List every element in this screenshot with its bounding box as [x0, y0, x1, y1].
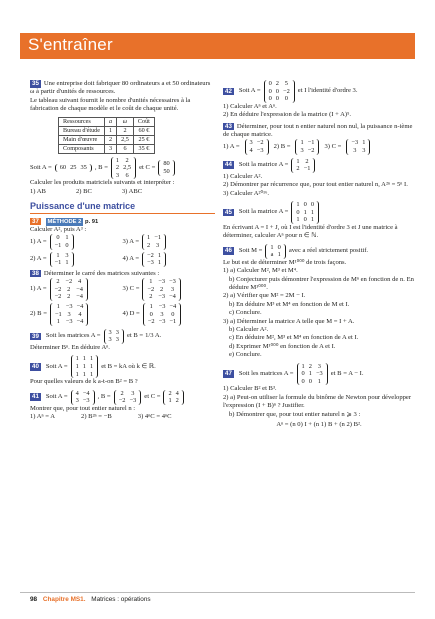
banner-title: S'entraîner [28, 35, 113, 54]
matrix-cell: −4 [169, 303, 177, 310]
exercise-46 [223, 244, 415, 360]
matrix-cell: 2 [147, 242, 151, 250]
matrix-label: et B = kA où k ∈ ℝ. [101, 362, 156, 370]
matrix-cell: 1 [89, 370, 94, 378]
formula: Aⁿ = (n 0) I + (n 1) B + (n 2) B². [276, 421, 362, 429]
exercise-text: Le tableau suivant fournit le nombre d'unités nécessaires à la fabrication de chaque modèle et le coût de chaque unité. [30, 96, 191, 113]
table-cell: Composants [59, 144, 105, 153]
exercise-text: Une entreprise doit fabriquer 80 ordinateurs a et 50 ordinateurs ω à partir d'unités de ressources. [30, 80, 211, 96]
matrix-cell: 2 [67, 293, 71, 301]
matrix-cell: 1 [65, 234, 69, 242]
exercise-question: Pour quelles valeurs de k a-t-on B² = B ? [30, 378, 138, 386]
matrix-label: Soit la matrice A = [238, 208, 289, 216]
matrix-label: et C = [144, 392, 161, 400]
matrix-label: avec a réel strictement positif. [288, 246, 369, 254]
matrix-cell: 1 [317, 377, 321, 385]
exercise-number: 45 [225, 208, 232, 216]
matrix-cell: 3 [108, 328, 112, 336]
matrix-cell: −3 [65, 303, 73, 310]
matrix-cell: −3 [351, 139, 359, 147]
question-item: 2) A = [30, 255, 47, 263]
question-item: 3) A = [122, 237, 140, 245]
matrix-cell: 1 [147, 234, 151, 242]
exercise-39 [30, 329, 215, 353]
question-item: 3) 4ⁿC = 4ⁿC [137, 413, 172, 421]
exercise-number: 37 [32, 217, 39, 225]
table-cell: Main d'œuvre [59, 135, 105, 144]
exercise-number: 42 [225, 87, 232, 95]
matrix-cell: −1 [303, 165, 311, 173]
question-item: 1) A = [30, 237, 47, 245]
question-item: 1) Calculer Aⁿ et Aⁿ. [223, 102, 277, 110]
matrix-cell: 1 [82, 355, 86, 363]
matrix-cell: a [270, 251, 274, 259]
matrix-cell: 1 [89, 362, 94, 370]
question-item: 1) Calculer B² et B³. [223, 385, 277, 393]
matrix-cell: −1 [54, 310, 62, 318]
footer-divider [20, 592, 415, 593]
matrix-label: Soit A = [45, 362, 68, 370]
matrix-cell: 1 [270, 243, 274, 251]
matrix-cell: 1 [75, 362, 79, 370]
question-item: 2) Démontrer par récurrence que, pour tout entier naturel n, A²ⁿ = 5ⁿ I. [223, 181, 408, 189]
question-item: 3) C = [122, 285, 140, 293]
matrix-cell: 35 [80, 164, 87, 172]
matrix-cell: 1 [56, 251, 60, 259]
question-item: 3) ABC [121, 187, 143, 195]
matrix-cell: 1 [301, 362, 305, 370]
matrix-cell: 0 [301, 377, 305, 385]
matrix-cell: 2 [67, 285, 71, 293]
question-item: 2) B²ⁿ = −B [81, 413, 112, 421]
exercise-number: 46 [225, 247, 232, 255]
matrix-cell: 0 [149, 310, 153, 318]
matrix-cell: 0 [296, 208, 300, 216]
matrix-cell: 1 [303, 208, 307, 216]
chapter-label: Chapitre MS1. [42, 596, 86, 603]
exercise-number: 43 [225, 122, 232, 130]
matrix-cell: 3 [67, 310, 71, 318]
exercise-number: 40 [32, 362, 39, 370]
matrix-cell: 4 [78, 310, 82, 318]
question-item: 3) C = [324, 142, 342, 150]
exercise-number: 39 [32, 332, 39, 340]
matrix-cell: 1 [310, 208, 315, 216]
matrix-cell: −2 [147, 318, 155, 326]
table-header: a [105, 117, 117, 126]
matrix [50, 303, 88, 326]
exercise-text: Calculer A², puis A³ : [30, 226, 87, 234]
question-item: 1) Aⁿ = A [30, 413, 56, 421]
method-link[interactable]: MÉTHODE 2 [47, 218, 82, 225]
matrix-cell: 1 [82, 370, 86, 378]
matrix-cell: 2,5 [123, 164, 132, 172]
exercise-number: 44 [225, 161, 232, 169]
matrix-cell: 3 [108, 336, 112, 344]
matrix-cell: −4 [82, 389, 90, 397]
table-cell: 1 [105, 126, 117, 135]
matrix-cell: 1 [56, 303, 60, 310]
matrix-cell: −3 [158, 293, 166, 301]
table-header: Coût [133, 117, 154, 126]
matrix-cell: 3 [300, 147, 304, 154]
matrix-A [71, 390, 95, 405]
question-item: 1) A = [30, 285, 47, 293]
matrix-cell: 5 [284, 80, 288, 87]
table-cell: Bureau d'étude [59, 126, 105, 135]
matrix [291, 201, 319, 224]
matrix-B [111, 157, 136, 180]
matrix-label: , B = [94, 163, 108, 171]
matrix-cell: 3 [317, 362, 321, 370]
matrix [142, 278, 180, 301]
matrix-cell: −3 [129, 397, 137, 405]
matrix-cell: 0 [56, 234, 60, 242]
matrix-cell: 3 [160, 310, 164, 318]
matrix-cell: 1 [75, 370, 79, 378]
matrix-cell: 3 [65, 251, 69, 259]
matrix-cell: 1 [56, 318, 60, 326]
cost-table [58, 117, 155, 154]
matrix-label: et C = [139, 163, 156, 171]
matrix-cell: 0 [171, 310, 175, 318]
matrix-label: , B = [97, 392, 111, 400]
matrix-label: Soit la matrice A = [238, 160, 289, 168]
exercise-text: En écrivant A = I + J, où I est l'identité d'ordre 3 et J une matrice à déterminer, calculer Aⁿ pour n ∈ ℕ. [223, 223, 398, 240]
matrix-cell: −3 [256, 147, 264, 154]
exercise-text: Déterminer, pour tout n entier naturel non nul, la puissance n-ième de chaque matrice. [223, 122, 413, 138]
matrix [143, 303, 181, 326]
matrix-cell: 3 [115, 171, 120, 179]
matrix-cell: −3 [315, 370, 323, 378]
exercise-question: Déterminer Bⁿ. En déduire Aⁿ. [30, 343, 110, 351]
matrix-cell: 2 [115, 164, 120, 172]
matrix-cell: 1 [149, 303, 153, 310]
matrix-label: et B = A − I. [330, 369, 364, 377]
matrix [295, 139, 319, 154]
section-title: Puissance d'une matrice [30, 200, 215, 213]
matrix-cell: −3 [158, 303, 166, 310]
matrix-cell: 1 [65, 259, 69, 267]
matrix-cell: 2 [308, 362, 312, 370]
matrix-cell: 3 [249, 139, 253, 147]
matrix-cell: −1 [307, 139, 315, 147]
chapter-title: Matrices : opérations [91, 596, 151, 603]
question-item: 3) Calculer A²⁰¹⁶. [223, 189, 270, 197]
table-cell: 60 € [133, 126, 154, 135]
matrix [142, 252, 166, 267]
matrix-label: Soit M = [238, 246, 263, 254]
exercise-40 [30, 355, 215, 386]
matrix-cell: −3 [82, 397, 90, 405]
matrix-label: Soit A = [30, 163, 52, 171]
matrix-cell: 6 [125, 171, 129, 179]
exercise-44 [223, 158, 415, 198]
matrix-cell: 3 [362, 147, 366, 154]
question-item: 1) A = [223, 142, 240, 150]
matrix-cell: 0 [301, 370, 305, 378]
matrix [297, 363, 328, 386]
matrix-cell: −3 [158, 278, 166, 286]
matrix-cell: 0 [275, 87, 279, 95]
table-header: ω [117, 117, 134, 126]
question-item: 4) A = [122, 255, 140, 263]
matrix-cell: 3 [115, 336, 119, 344]
exercise-number: 35 [32, 80, 39, 87]
matrix-cell: 1 [310, 216, 315, 224]
exercise-number: 47 [225, 370, 232, 378]
matrix-cell: −2 [65, 278, 73, 286]
matrix-cell: 0 [303, 216, 307, 224]
matrix-cell: 2 [296, 165, 300, 173]
question-item: b) Démontrer que, pour tout entier naturel n ⩾ 3 : [229, 410, 361, 418]
matrix-cell: −2 [307, 147, 315, 154]
matrix-cell: 2 [120, 389, 124, 397]
matrix-label: Soit les matrices A = [238, 369, 294, 377]
exercise-38 [30, 270, 215, 326]
matrix [104, 329, 124, 344]
question-item: b) Calculer A². [229, 326, 269, 334]
matrix-cell: 2 [175, 397, 179, 405]
matrix-cell: 1 [300, 139, 304, 147]
table-cell: 3 [105, 144, 117, 153]
exercise-text: Déterminer le carré des matrices suivantes : [43, 269, 160, 277]
exercise-37 [30, 218, 215, 267]
matrix-cell: −1 [54, 259, 62, 267]
matrix-cell: 1 [296, 216, 300, 224]
matrix-cell: 4 [175, 389, 179, 397]
matrix-cell: 80 [163, 160, 170, 168]
matrix-cell: 1 [168, 397, 172, 405]
exercise-41 [30, 390, 215, 422]
matrix-cell: −4 [76, 303, 84, 310]
question-item: c) En déduire M², M³ et M⁴ en fonction de A et I. [229, 334, 359, 342]
table-row [59, 144, 155, 153]
exercise-number: 38 [32, 269, 39, 277]
question-item: 1) Calculer A². [223, 172, 263, 180]
matrix-cell: −1 [154, 234, 162, 242]
matrix-cell: 1 [89, 355, 94, 363]
matrix-cell: 0 [268, 95, 272, 103]
matrix-cell: 3 [170, 285, 175, 293]
matrix-cell: −3 [65, 318, 73, 326]
matrix-cell: 0 [308, 377, 312, 385]
exercise-42 [223, 80, 415, 120]
matrix-cell: 1 [82, 362, 86, 370]
matrix-cell: 2 [168, 389, 172, 397]
matrix-cell: 1 [362, 139, 366, 147]
matrix-cell: −4 [76, 318, 84, 326]
section-banner [20, 33, 415, 59]
matrix-A [55, 164, 92, 172]
question-item: c) Conclure. [229, 309, 262, 317]
matrix-C [163, 390, 183, 405]
exercise-text: Le but est de déterminer M¹⁰⁰⁰ de trois façons. [223, 258, 347, 266]
left-column [30, 80, 215, 425]
matrix [50, 278, 88, 301]
matrix-cell: 1 [115, 156, 120, 164]
matrix-cell: −1 [169, 318, 177, 326]
question-item: 1) AB [30, 187, 46, 195]
exercise-question: Montrer que, pour tout entier naturel n : [30, 404, 136, 412]
matrix-label: Soit A = [45, 392, 68, 400]
table-cell: 6 [117, 144, 134, 153]
matrix-cell: 0 [310, 201, 315, 208]
table-header-row [59, 117, 155, 126]
table-cell: 2,5 [117, 135, 134, 144]
matrix [265, 244, 285, 259]
matrix-cell: −1 [54, 242, 62, 250]
table-cell: 2 [117, 126, 134, 135]
matrix-label: Soit A = [238, 87, 261, 95]
matrix-cell: 25 [70, 164, 77, 172]
matrix-label: et I l'identité d'ordre 3. [297, 87, 358, 95]
matrix-cell: −4 [76, 293, 83, 301]
exercise-35 [30, 80, 215, 196]
matrix [142, 234, 166, 249]
table-header: Ressources [59, 117, 105, 126]
matrix-cell: −2 [54, 293, 62, 301]
matrix-C [158, 160, 174, 175]
matrix-cell: −3 [158, 318, 166, 326]
matrix-cell: 3 [131, 389, 135, 397]
matrix [291, 158, 315, 173]
matrix-cell: 50 [163, 168, 170, 176]
matrix-cell: 0 [275, 95, 279, 103]
matrix-cell: −4 [169, 293, 176, 301]
matrix-cell: 1 [157, 251, 162, 259]
matrix-B [114, 390, 142, 405]
matrix-cell: 1 [296, 201, 300, 208]
matrix-cell: 1 [149, 278, 153, 286]
matrix-cell: 0 [303, 201, 307, 208]
matrix-cell: 2 [305, 157, 309, 165]
matrix-cell: 1 [308, 370, 312, 378]
matrix-cell: 4 [77, 278, 82, 286]
question-item: 1) a) Calculer M², M³ et M⁴. [223, 267, 298, 275]
matrix-label: Soit les matrices A = [45, 332, 101, 340]
question-item: 2) En déduire l'expression de la matrice (I + A)⁵. [223, 111, 352, 119]
question-item: 2) B = [30, 310, 47, 318]
table-cell: 35 € [133, 144, 154, 153]
page-number: 98 [30, 596, 38, 603]
matrix-cell: −3 [147, 259, 154, 267]
table-cell: 25 € [133, 135, 154, 144]
matrix-label: et B = [126, 332, 144, 340]
question-item: 3) a) Déterminer la matrice A telle que M = I + A. [223, 317, 355, 325]
matrix [264, 80, 295, 103]
matrix-cell: 1 [157, 259, 162, 267]
matrix-cell: −2 [282, 87, 290, 95]
matrix-cell: 2 [125, 156, 129, 164]
question-item: 4) D = [122, 310, 140, 318]
question-item: 2) BC [75, 187, 92, 195]
matrix-cell: 1 [296, 157, 300, 165]
matrix [71, 355, 99, 378]
matrix-cell: −2 [147, 285, 155, 293]
exercise-43 [223, 123, 415, 155]
page-reference: p. 91 [85, 218, 99, 225]
matrix-cell: 3 [115, 328, 119, 336]
matrix-cell: −4 [76, 285, 83, 293]
matrix-cell: 60 [59, 164, 67, 172]
matrix-cell: 2 [56, 278, 60, 286]
matrix-cell: −2 [147, 251, 154, 259]
matrix-cell: 3 [75, 397, 79, 405]
exercise-question: Calculer les produits matriciels suivants et interpréter : [30, 179, 175, 187]
matrix-cell: −3 [169, 278, 176, 286]
exercise-47 [223, 363, 415, 430]
matrix-cell: 0 [284, 95, 288, 103]
matrix [50, 252, 74, 267]
matrix-cell: 2 [275, 80, 279, 87]
right-column [223, 80, 415, 432]
matrix-cell: 2 [160, 285, 164, 293]
matrix-cell: 4 [249, 147, 253, 154]
matrix-cell: −2 [256, 139, 264, 147]
table-cell: 2 [105, 135, 117, 144]
matrix-cell: −2 [54, 285, 62, 293]
page-footer [30, 596, 151, 603]
question-item: 2) a) Vérifier que M² = 2M − I. [223, 292, 306, 300]
matrix-cell: 0 [268, 80, 272, 87]
matrix [245, 139, 269, 154]
matrix-cell: 0 [277, 243, 281, 251]
exercise-45 [223, 201, 415, 241]
matrix [346, 139, 370, 154]
matrix-cell: 1 [75, 355, 79, 363]
matrix [50, 234, 74, 249]
question-item: 2) a) Peut-on utiliser la formule du binôme de Newton pour développer l'expression (I + B)ⁿ ? Justifier. [223, 393, 412, 410]
matrix-cell: 3 [353, 147, 357, 154]
question-item: b) En déduire M³ et M⁴ en fonction de M et I. [229, 300, 350, 308]
question-item: d) Exprimer M¹⁰⁰⁰ en fonction de A et I. [229, 342, 336, 350]
exercise-number: 41 [32, 393, 39, 401]
question-item: b) Conjecturer puis démontrer l'expression de Mⁿ en fonction de n. En déduire M¹⁰⁰⁰. [229, 275, 414, 291]
matrix-cell: 3 [156, 242, 160, 250]
table-row [59, 135, 155, 144]
matrix-cell: 0 [268, 87, 272, 95]
matrix-cell: 4 [75, 389, 79, 397]
question-item: e) Conclure. [229, 351, 262, 359]
table-row [59, 126, 155, 135]
matrix-cell: −2 [118, 397, 126, 405]
question-item: 2) B = [273, 142, 291, 150]
matrix-cell: 1 [277, 251, 281, 259]
matrix-cell: 0 [65, 242, 69, 250]
matrix-cell: 2 [149, 293, 153, 301]
matrix-label: 1/3 A. [145, 332, 162, 340]
